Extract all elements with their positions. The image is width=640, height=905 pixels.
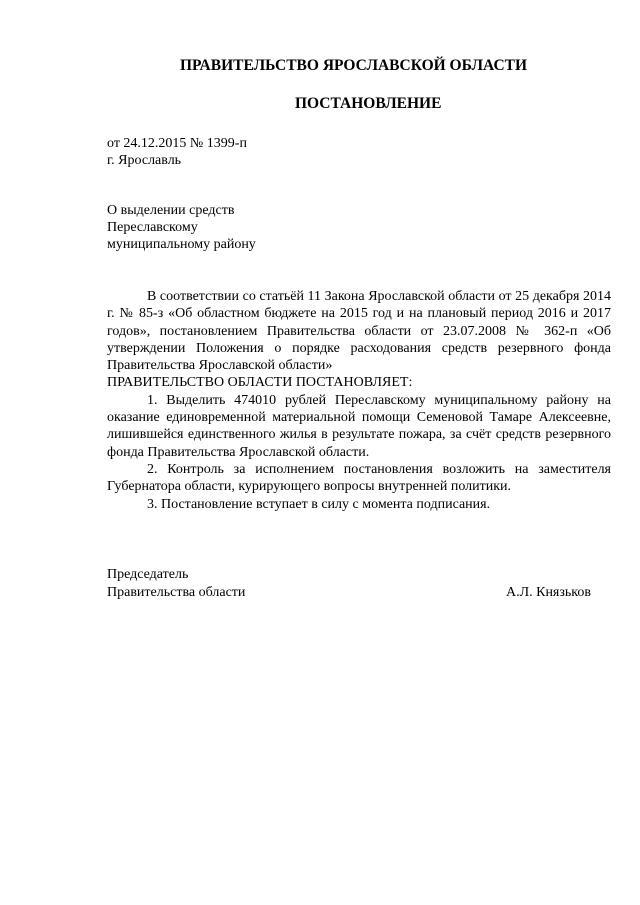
item-1-line: 1. Выделить 474010 рублей Переславскому муниципальному району на <box>147 392 611 408</box>
document-body <box>107 288 611 513</box>
subject-line: О выделении средств <box>107 203 235 218</box>
organization-title: ПРАВИТЕЛЬСТВО ЯРОСЛАВСКОЙ ОБЛАСТИ <box>180 57 528 74</box>
preamble-paragraph <box>107 288 611 374</box>
signature-block <box>107 566 591 601</box>
preamble-line: 23.07.2008 № 362-п «Об утверждении Положения о порядке расходования <box>107 323 612 356</box>
document-subject <box>107 202 256 253</box>
item-3-paragraph: 3. Постановление вступает в силу с момента подписания. <box>147 496 491 512</box>
item-2-line: 2. Контроль за исполнением постановления возложить на заместителя <box>147 461 611 477</box>
item-1-paragraph <box>107 392 611 461</box>
signer-title-line-2: Правительства области <box>107 584 246 600</box>
item-1-line: Алексеевне, лишившейся единственного жилья в результате пожара, за счёт <box>107 410 611 443</box>
signature-row <box>107 584 591 602</box>
date-number: от 24.12.2015 № 1399-п <box>107 136 247 151</box>
decree-line: ПРАВИТЕЛЬСТВО ОБЛАСТИ ПОСТАНОВЛЯЕТ: <box>107 375 413 391</box>
preamble-line: средств резервного фонда Правительства Ярославской области» <box>107 340 611 374</box>
preamble-line: период 2016 и 2017 годов», постановлением Правительства области от <box>107 306 611 339</box>
subject-line: муниципальному району <box>107 237 256 252</box>
item-1-line: оказание единовременной материальной помощи Семеновой Тамаре <box>107 410 539 426</box>
subject-line: Переславскому <box>107 220 198 235</box>
city: г. Ярославль <box>107 153 182 168</box>
document-meta <box>107 135 247 169</box>
signer-title-line-1: Председатель <box>107 567 189 582</box>
item-2-paragraph <box>107 461 611 496</box>
document-type-title: ПОСТАНОВЛЕНИЕ <box>295 95 442 112</box>
item-2-line: Губернатора области, курирующего вопросы внутренней политики. <box>107 479 512 495</box>
signer-name: А.Л. Князьков <box>506 584 591 600</box>
preamble-line: В соответствии со статьёй 11 Закона Ярославской области от <box>147 289 516 304</box>
preamble-line: 25 декабря 2014 г. № 85-з «Об областном бюджете на 2015 год и на плановый <box>107 289 612 322</box>
item-1-line: средств резервного фонда Правительства Ярославской области. <box>107 427 611 460</box>
